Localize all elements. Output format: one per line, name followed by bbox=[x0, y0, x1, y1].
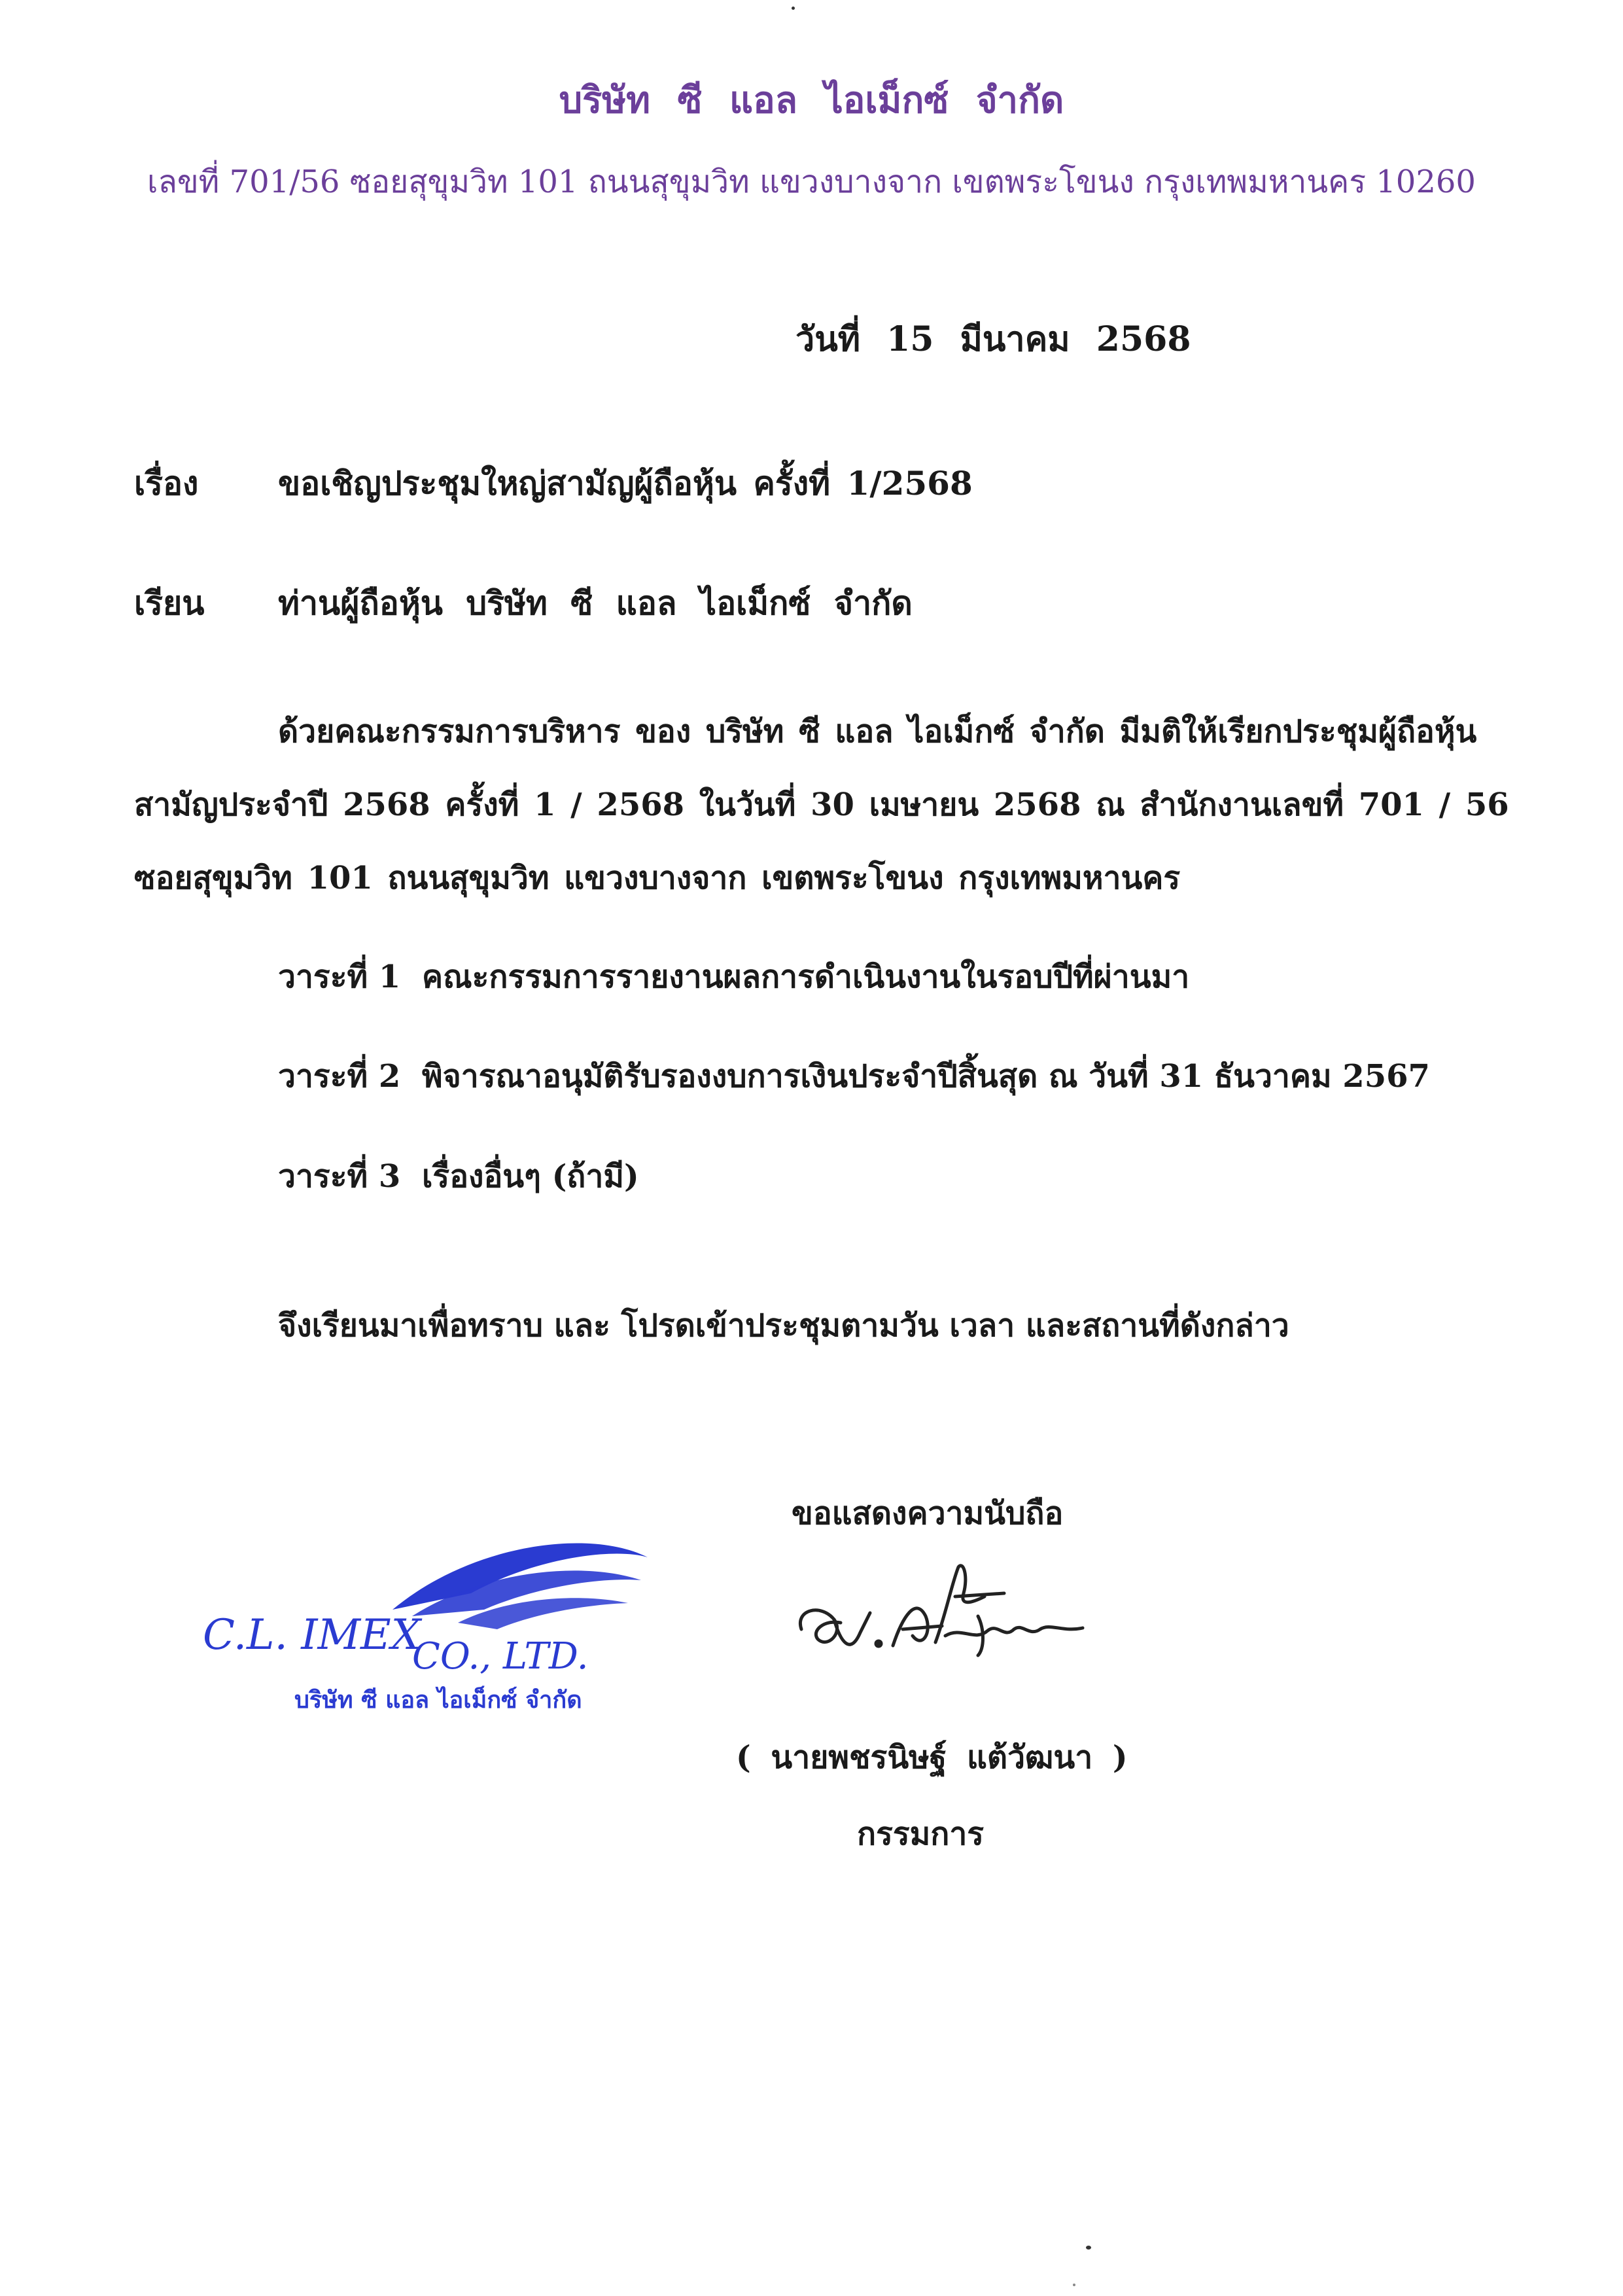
scan-speck bbox=[792, 7, 795, 10]
handwritten-signature bbox=[788, 1557, 1096, 1708]
letter-date: วันที่ 15 มีนาคม 2568 bbox=[795, 319, 1191, 359]
agenda-text: คณะกรรมการรายงานผลการดำเนินงานในรอบปีที่ผ่านมา bbox=[422, 959, 1190, 995]
agenda-text: เรื่องอื่นๆ (ถ้ามี) bbox=[422, 1158, 639, 1195]
stamp-name-th: บริษัท ซี แอล ไอเม็กซ์ จำกัด bbox=[294, 1687, 582, 1714]
agenda-label: วาระที่ 3 bbox=[278, 1158, 401, 1195]
body-line: ซอยสุขุมวิท 101 ถนนสุขุมวิท แขวงบางจาก เขตพระโขนง กรุงเทพมหานคร bbox=[134, 860, 1181, 896]
recipient-label: เรียน bbox=[134, 584, 205, 622]
regards-text: ขอแสดงความนับถือ bbox=[792, 1495, 1064, 1532]
body-line: สามัญประจำปี 2568 ครั้งที่ 1 / 2568 ในวันที่ 30 เมษายน 2568 ณ สำนักงานเลขที่ 701 / 56 bbox=[134, 786, 1509, 823]
recipient-text: ท่านผู้ถือหุ้น บริษัท ซี แอล ไอเม็กซ์ จำกัด bbox=[278, 584, 913, 622]
signer-title: กรรมการ bbox=[857, 1816, 985, 1852]
agenda-label: วาระที่ 1 bbox=[278, 959, 401, 995]
scan-speck bbox=[1086, 2246, 1091, 2250]
agenda-text: พิจารณาอนุมัติรับรองงบการเงินประจำปีสิ้นสุด ณ วันที่ 31 ธันวาคม 2567 bbox=[422, 1058, 1430, 1095]
company-name: บริษัท ซี แอล ไอเม็กซ์ จำกัด bbox=[559, 79, 1064, 122]
signer-name: ( นายพชรนิษฐ์ แต้วัฒนา ) bbox=[736, 1739, 1128, 1776]
closing-text: จึงเรียนมาเพื่อทราบ และ โปรดเข้าประชุมตามวัน เวลา และสถานที่ดังกล่าว bbox=[278, 1307, 1289, 1344]
agenda-label: วาระที่ 2 bbox=[278, 1058, 401, 1095]
scan-speck bbox=[1073, 2284, 1075, 2286]
subject-label: เรื่อง bbox=[134, 464, 199, 503]
subject-text: ขอเชิญประชุมใหญ่สามัญผู้ถือหุ้น ครั้งที่ 1/2568 bbox=[278, 464, 973, 503]
company-stamp-logo bbox=[196, 1531, 667, 1721]
body-line: ด้วยคณะกรรมการบริหาร ของ บริษัท ซี แอล ไอเม็กซ์ จำกัด มีมติให้เรียกประชุมผู้ถือหุ้น bbox=[278, 713, 1477, 750]
company-address: เลขที่ 701/56 ซอยสุขุมวิท 101 ถนนสุขุมวิท แขวงบางจาก เขตพระโขนง กรุงเทพมหานคร 10260 bbox=[147, 164, 1476, 200]
stamp-name-en: C.L. IMEX bbox=[203, 1611, 421, 1659]
stamp-coltd: CO., LTD. bbox=[412, 1635, 589, 1678]
